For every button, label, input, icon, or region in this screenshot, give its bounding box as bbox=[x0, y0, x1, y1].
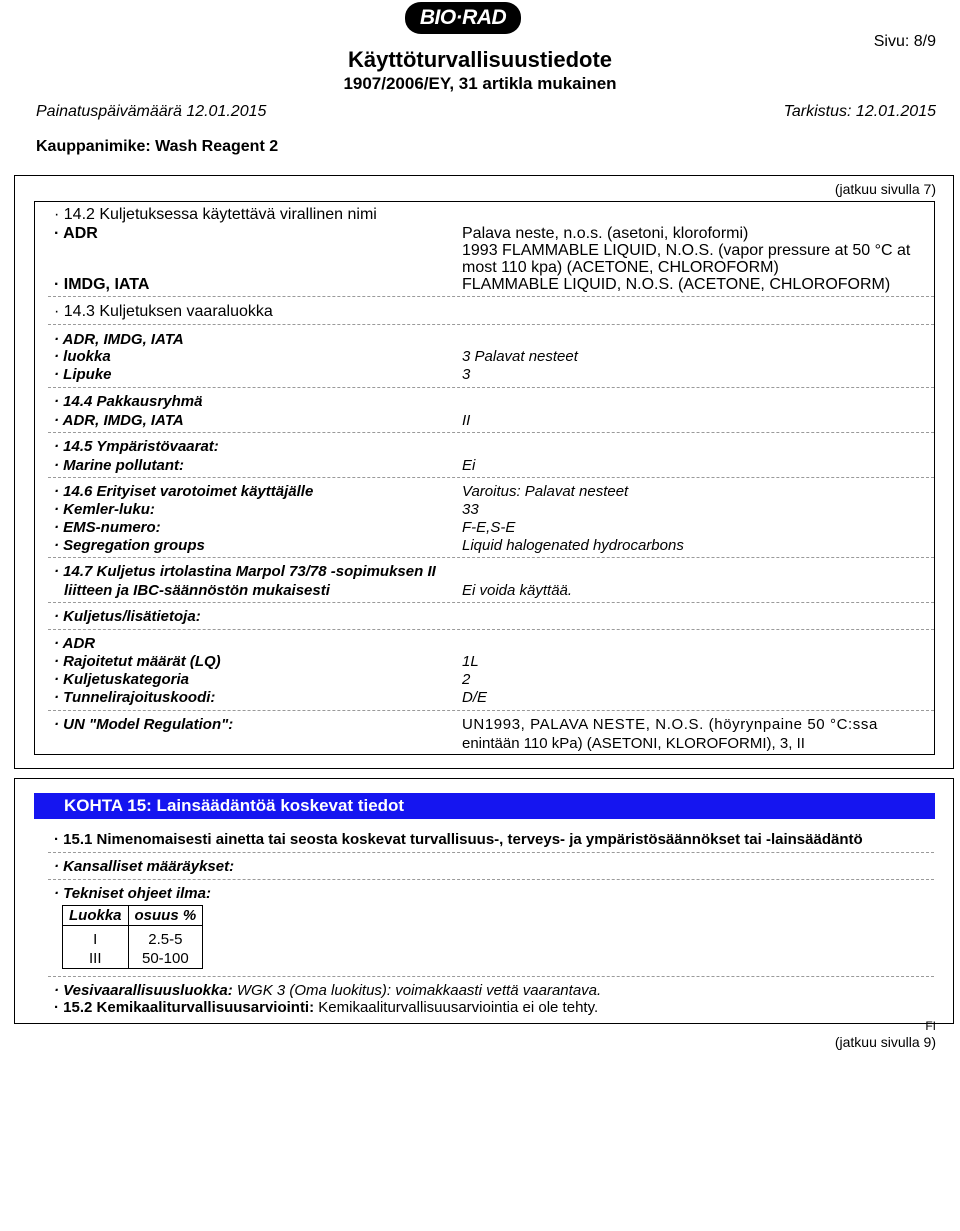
section-15-title: KOHTA 15: Lainsäädäntöä koskevat tiedot bbox=[34, 793, 935, 819]
divider bbox=[48, 879, 934, 880]
page-number: Sivu: 8/9 bbox=[873, 33, 936, 50]
air-class-table bbox=[62, 905, 203, 969]
modes-14-3: · ADR, IMDG, IATA bbox=[54, 331, 184, 348]
table-header-row bbox=[63, 906, 203, 926]
language-code: FI bbox=[925, 1019, 936, 1033]
kemler-label: · Kemler-luku: bbox=[54, 501, 155, 518]
chemical-safety-value: Kemikaaliturvallisuusarviointia ei ole tehty. bbox=[314, 999, 599, 1016]
column-header: osuus % bbox=[128, 906, 203, 926]
hazard-label-label: · Lipuke bbox=[54, 366, 112, 383]
transport-extra-heading: · Kuljetus/lisätietoja: bbox=[54, 608, 201, 625]
table-cell: I bbox=[63, 926, 129, 950]
ems-value: F-E,S-E bbox=[462, 519, 516, 536]
divider bbox=[48, 710, 934, 711]
water-hazard-value: WGK 3 (Oma luokitus): voimakkaasti vettä vaarantava. bbox=[232, 982, 602, 999]
technical-guidelines-air: · Tekniset ohjeet ilma: bbox=[54, 885, 211, 902]
ems-label: · EMS-numero: bbox=[54, 519, 161, 536]
heading-14-2: · 14.2 Kuljetuksessa käytettävä virallinen nimi bbox=[54, 206, 377, 223]
adr-label: · ADR bbox=[54, 225, 98, 242]
divider bbox=[48, 387, 934, 388]
kemler-value: 33 bbox=[462, 501, 479, 518]
print-date: Painatuspäivämäärä 12.01.2015 bbox=[36, 103, 267, 120]
un-model-regulation-label: · UN "Model Regulation": bbox=[54, 716, 234, 733]
modes-14-4: · ADR, IMDG, IATA bbox=[54, 412, 184, 429]
adr-value-1: Palava neste, n.o.s. (asetoni, kloroformi) bbox=[462, 225, 749, 242]
class-value: 3 Palavat nesteet bbox=[462, 348, 578, 365]
heading-14-6: · 14.6 Erityiset varotoimet käyttäjälle bbox=[54, 483, 314, 500]
marine-pollutant-label: · Marine pollutant: bbox=[54, 457, 184, 474]
imdg-label: · IMDG, IATA bbox=[54, 276, 150, 293]
divider bbox=[48, 432, 934, 433]
column-header: Luokka bbox=[63, 906, 129, 926]
continued-from: (jatkuu sivulla 7) bbox=[834, 181, 936, 197]
divider bbox=[48, 852, 934, 853]
water-hazard-label: · Vesivaarallisuusluokka: bbox=[54, 982, 233, 999]
transport-category-label: · Kuljetuskategoria bbox=[54, 671, 190, 688]
chemical-safety-label: · 15.2 Kemikaaliturvallisuusarviointi: bbox=[54, 999, 315, 1016]
table-cell: III bbox=[63, 949, 129, 969]
un-model-regulation-value-2: enintään 110 kPa) (ASETONI, KLOROFORMI), 3, II bbox=[462, 735, 805, 752]
chemical-safety-assessment bbox=[54, 999, 598, 1016]
divider bbox=[48, 602, 934, 603]
divider bbox=[48, 477, 934, 478]
adr-value-2: 1993 FLAMMABLE LIQUID, N.O.S. (vapor pressure at 50 °C at bbox=[462, 242, 911, 259]
packing-group-value: II bbox=[462, 412, 471, 429]
heading-14-7-line1: · 14.7 Kuljetus irtolastina Marpol 73/78 -sopimuksen II bbox=[54, 563, 436, 580]
heading-14-4: · 14.4 Pakkausryhmä bbox=[54, 393, 203, 410]
lq-value: 1L bbox=[462, 653, 479, 670]
bio-rad-logo: BIO·RAD bbox=[405, 2, 521, 34]
heading-14-7-line2: liitteen ja IBC-säännöstön mukaisesti bbox=[64, 582, 330, 599]
table-row bbox=[63, 949, 203, 969]
divider bbox=[48, 976, 934, 977]
hazard-label-value: 3 bbox=[462, 366, 471, 383]
document-title: Käyttöturvallisuustiedote bbox=[347, 47, 613, 72]
heading-14-5: · 14.5 Ympäristövaarat: bbox=[54, 438, 219, 455]
revision-date: Tarkistus: 12.01.2015 bbox=[783, 103, 936, 120]
divider bbox=[48, 557, 934, 558]
divider bbox=[48, 324, 934, 325]
transport-category-value: 2 bbox=[462, 671, 471, 688]
document-subtitle: 1907/2006/EY, 31 artikla mukainen bbox=[343, 74, 617, 93]
adr-extra-label: · ADR bbox=[54, 635, 96, 652]
heading-15-1: · 15.1 Nimenomaisesti ainetta tai seosta koskevat turvallisuus-, terveys- ja ympäristösäännökset tai -lainsäädäntö bbox=[54, 831, 863, 848]
divider bbox=[48, 629, 934, 630]
tunnel-code-label: · Tunnelirajoituskoodi: bbox=[54, 689, 216, 706]
table-cell: 50-100 bbox=[128, 949, 203, 969]
lq-label: · Rajoitetut määrät (LQ) bbox=[54, 653, 221, 670]
segregation-value: Liquid halogenated hydrocarbons bbox=[462, 537, 684, 554]
imdg-value: FLAMMABLE LIQUID, N.O.S. (ACETONE, CHLOROFORM) bbox=[462, 276, 891, 293]
water-hazard-class bbox=[54, 982, 601, 999]
segregation-label: · Segregation groups bbox=[54, 537, 205, 554]
continued-to: (jatkuu sivulla 9) bbox=[834, 1034, 936, 1050]
marpol-value: Ei voida käyttää. bbox=[462, 582, 573, 599]
class-label: · luokka bbox=[54, 348, 111, 365]
warning-value: Varoitus: Palavat nesteet bbox=[462, 483, 629, 500]
table-row bbox=[63, 926, 203, 950]
national-regulations: · Kansalliset määräykset: bbox=[54, 858, 235, 875]
tunnel-code-value: D/E bbox=[462, 689, 488, 706]
marine-pollutant-value: Ei bbox=[462, 457, 476, 474]
adr-value-3: most 110 kpa) (ACETONE, CHLOROFORM) bbox=[462, 259, 779, 276]
product-name: Kauppanimike: Wash Reagent 2 bbox=[36, 138, 279, 155]
divider bbox=[48, 296, 934, 297]
table-cell: 2.5-5 bbox=[128, 926, 203, 950]
heading-14-3: · 14.3 Kuljetuksen vaaraluokka bbox=[54, 303, 273, 320]
un-model-regulation-value-1: UN1993, PALAVA NESTE, N.O.S. (höyrynpaine 50 °C:ssa bbox=[462, 716, 878, 733]
